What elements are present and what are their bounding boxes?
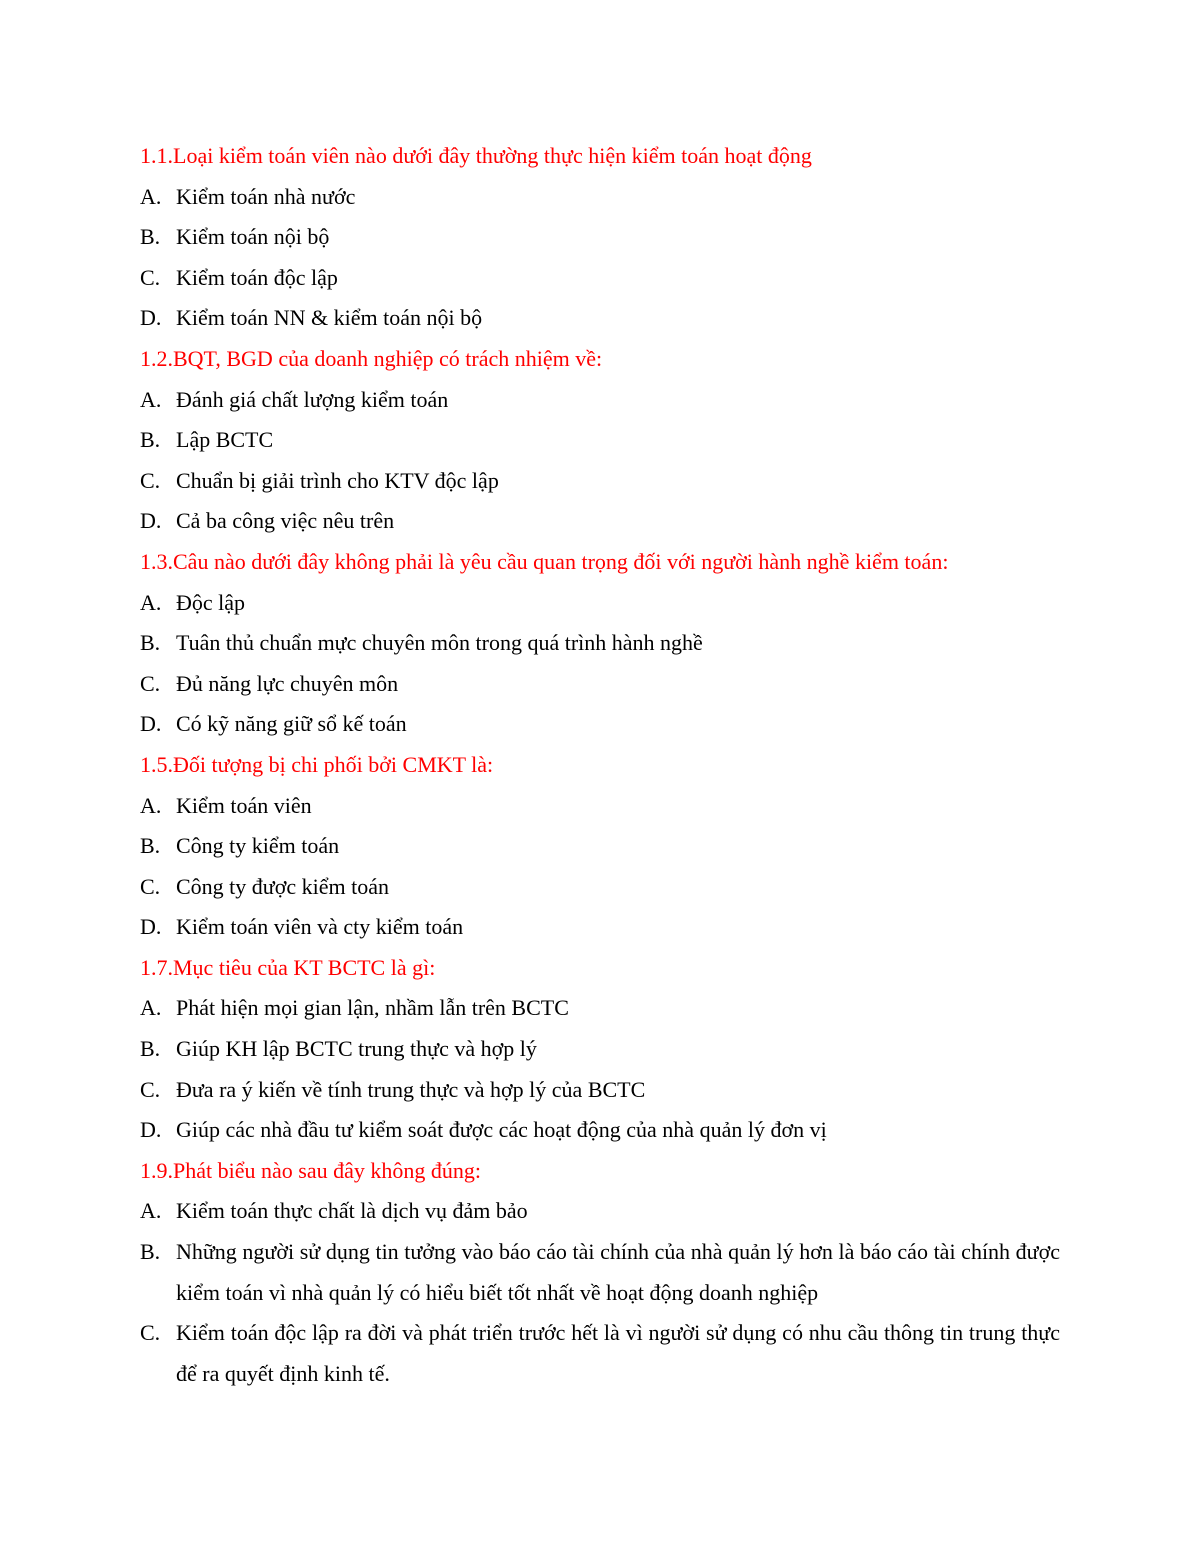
option-c: [140, 461, 1060, 502]
option-d: [140, 907, 1060, 948]
option-b: [140, 1029, 1060, 1070]
option-letter: D.: [140, 1117, 162, 1143]
option-text: Kiểm toán viên: [176, 792, 312, 818]
option-c: [140, 1313, 1060, 1394]
option-letter: A.: [140, 792, 162, 818]
option-letter: A.: [140, 1198, 162, 1224]
option-text: Có kỹ năng giữ sổ kế toán: [176, 711, 407, 737]
question-1-1: [140, 136, 1060, 339]
option-d: [140, 704, 1060, 745]
question-1-2: [140, 339, 1060, 542]
option-a: [140, 988, 1060, 1029]
question-title: 1.3.Câu nào dưới đây không phải là yêu cầu quan trọng đối với người hành nghề kiểm toán:: [140, 548, 949, 574]
option-b: [140, 1232, 1060, 1313]
option-text: Kiểm toán thực chất là dịch vụ đảm bảo: [176, 1198, 528, 1224]
option-d: [140, 298, 1060, 339]
option-b: [140, 623, 1060, 664]
question-1-3: [140, 542, 1060, 745]
option-text: Kiểm toán NN & kiểm toán nội bộ: [176, 305, 483, 331]
option-letter: D.: [140, 914, 162, 940]
option-letter: C.: [140, 1320, 161, 1346]
option-d: [140, 1110, 1060, 1151]
option-text: Công ty được kiểm toán: [176, 873, 389, 899]
option-text: Công ty kiểm toán: [176, 833, 340, 859]
question-title: 1.1.Loại kiểm toán viên nào dưới đây thường thực hiện kiểm toán hoạt động: [140, 143, 812, 168]
question-1-9: [140, 1151, 1060, 1395]
option-letter: B.: [140, 630, 161, 656]
option-c: [140, 1070, 1060, 1111]
option-b: [140, 420, 1060, 461]
option-a: [140, 177, 1060, 218]
option-letter: A.: [140, 589, 162, 615]
question-title: 1.7.Mục tiêu của KT BCTC là gì:: [140, 954, 436, 980]
option-letter: D.: [140, 305, 162, 331]
option-c: [140, 867, 1060, 908]
option-b: [140, 217, 1060, 258]
option-text: Tuân thủ chuẩn mực chuyên môn trong quá trình hành nghề: [176, 630, 703, 656]
option-text: Đưa ra ý kiến về tính trung thực và hợp lý của BCTC: [176, 1076, 646, 1102]
option-a: [140, 1191, 1060, 1232]
option-letter: A.: [140, 183, 162, 209]
option-text: Kiểm toán nội bộ: [176, 224, 330, 250]
option-letter: A.: [140, 995, 162, 1021]
question-title: 1.2.BQT, BGD của doanh nghiệp có trách nhiệm về:: [140, 345, 603, 371]
option-text: Giúp các nhà đầu tư kiểm soát được các hoạt động của nhà quản lý đơn vị: [176, 1117, 827, 1143]
option-text: Những người sử dụng tin tưởng vào báo cáo tài chính của nhà quản lý hơn là báo cáo tài chính được kiểm toán vì nhà quản lý có hiểu biết tốt nhất về hoạt động doanh nghiệp: [176, 1239, 1060, 1305]
option-text: Kiểm toán độc lập: [176, 264, 338, 290]
option-letter: C.: [140, 264, 161, 290]
option-letter: C.: [140, 670, 161, 696]
option-letter: C.: [140, 467, 161, 493]
option-d: [140, 501, 1060, 542]
option-text: Giúp KH lập BCTC trung thực và hợp lý: [176, 1036, 537, 1062]
option-letter: B.: [140, 427, 161, 453]
option-letter: D.: [140, 508, 162, 534]
option-text: Độc lập: [176, 589, 246, 615]
option-letter: B.: [140, 224, 161, 250]
option-letter: D.: [140, 711, 162, 737]
option-b: [140, 826, 1060, 867]
option-letter: B.: [140, 833, 161, 859]
question-list: [140, 136, 1060, 1394]
option-text: Kiểm toán viên và cty kiểm toán: [176, 914, 464, 940]
option-a: [140, 380, 1060, 421]
option-text: Đánh giá chất lượng kiểm toán: [176, 386, 449, 412]
option-letter: B.: [140, 1239, 161, 1265]
option-text: Kiểm toán độc lập ra đời và phát triển trước hết là vì người sử dụng có nhu cầu thông tin trung thực để ra quyết định kinh tế.: [176, 1320, 1060, 1386]
option-text: Phát hiện mọi gian lận, nhầm lẫn trên BCTC: [176, 995, 569, 1021]
option-a: [140, 786, 1060, 827]
option-text: Chuẩn bị giải trình cho KTV độc lập: [176, 467, 499, 493]
option-text: Lập BCTC: [176, 427, 274, 453]
option-c: [140, 664, 1060, 705]
option-text: Đủ năng lực chuyên môn: [176, 670, 399, 696]
question-1-7: [140, 948, 1060, 1151]
option-letter: C.: [140, 873, 161, 899]
option-text: Kiểm toán nhà nước: [176, 183, 356, 209]
question-title: 1.5.Đối tượng bị chi phối bởi CMKT là:: [140, 751, 494, 777]
option-letter: C.: [140, 1076, 161, 1102]
option-letter: B.: [140, 1036, 161, 1062]
option-text: Cả ba công việc nêu trên: [176, 508, 395, 534]
option-letter: A.: [140, 386, 162, 412]
question-title: 1.9.Phát biểu nào sau đây không đúng:: [140, 1157, 481, 1183]
option-c: [140, 258, 1060, 299]
question-1-5: [140, 745, 1060, 948]
option-a: [140, 583, 1060, 624]
